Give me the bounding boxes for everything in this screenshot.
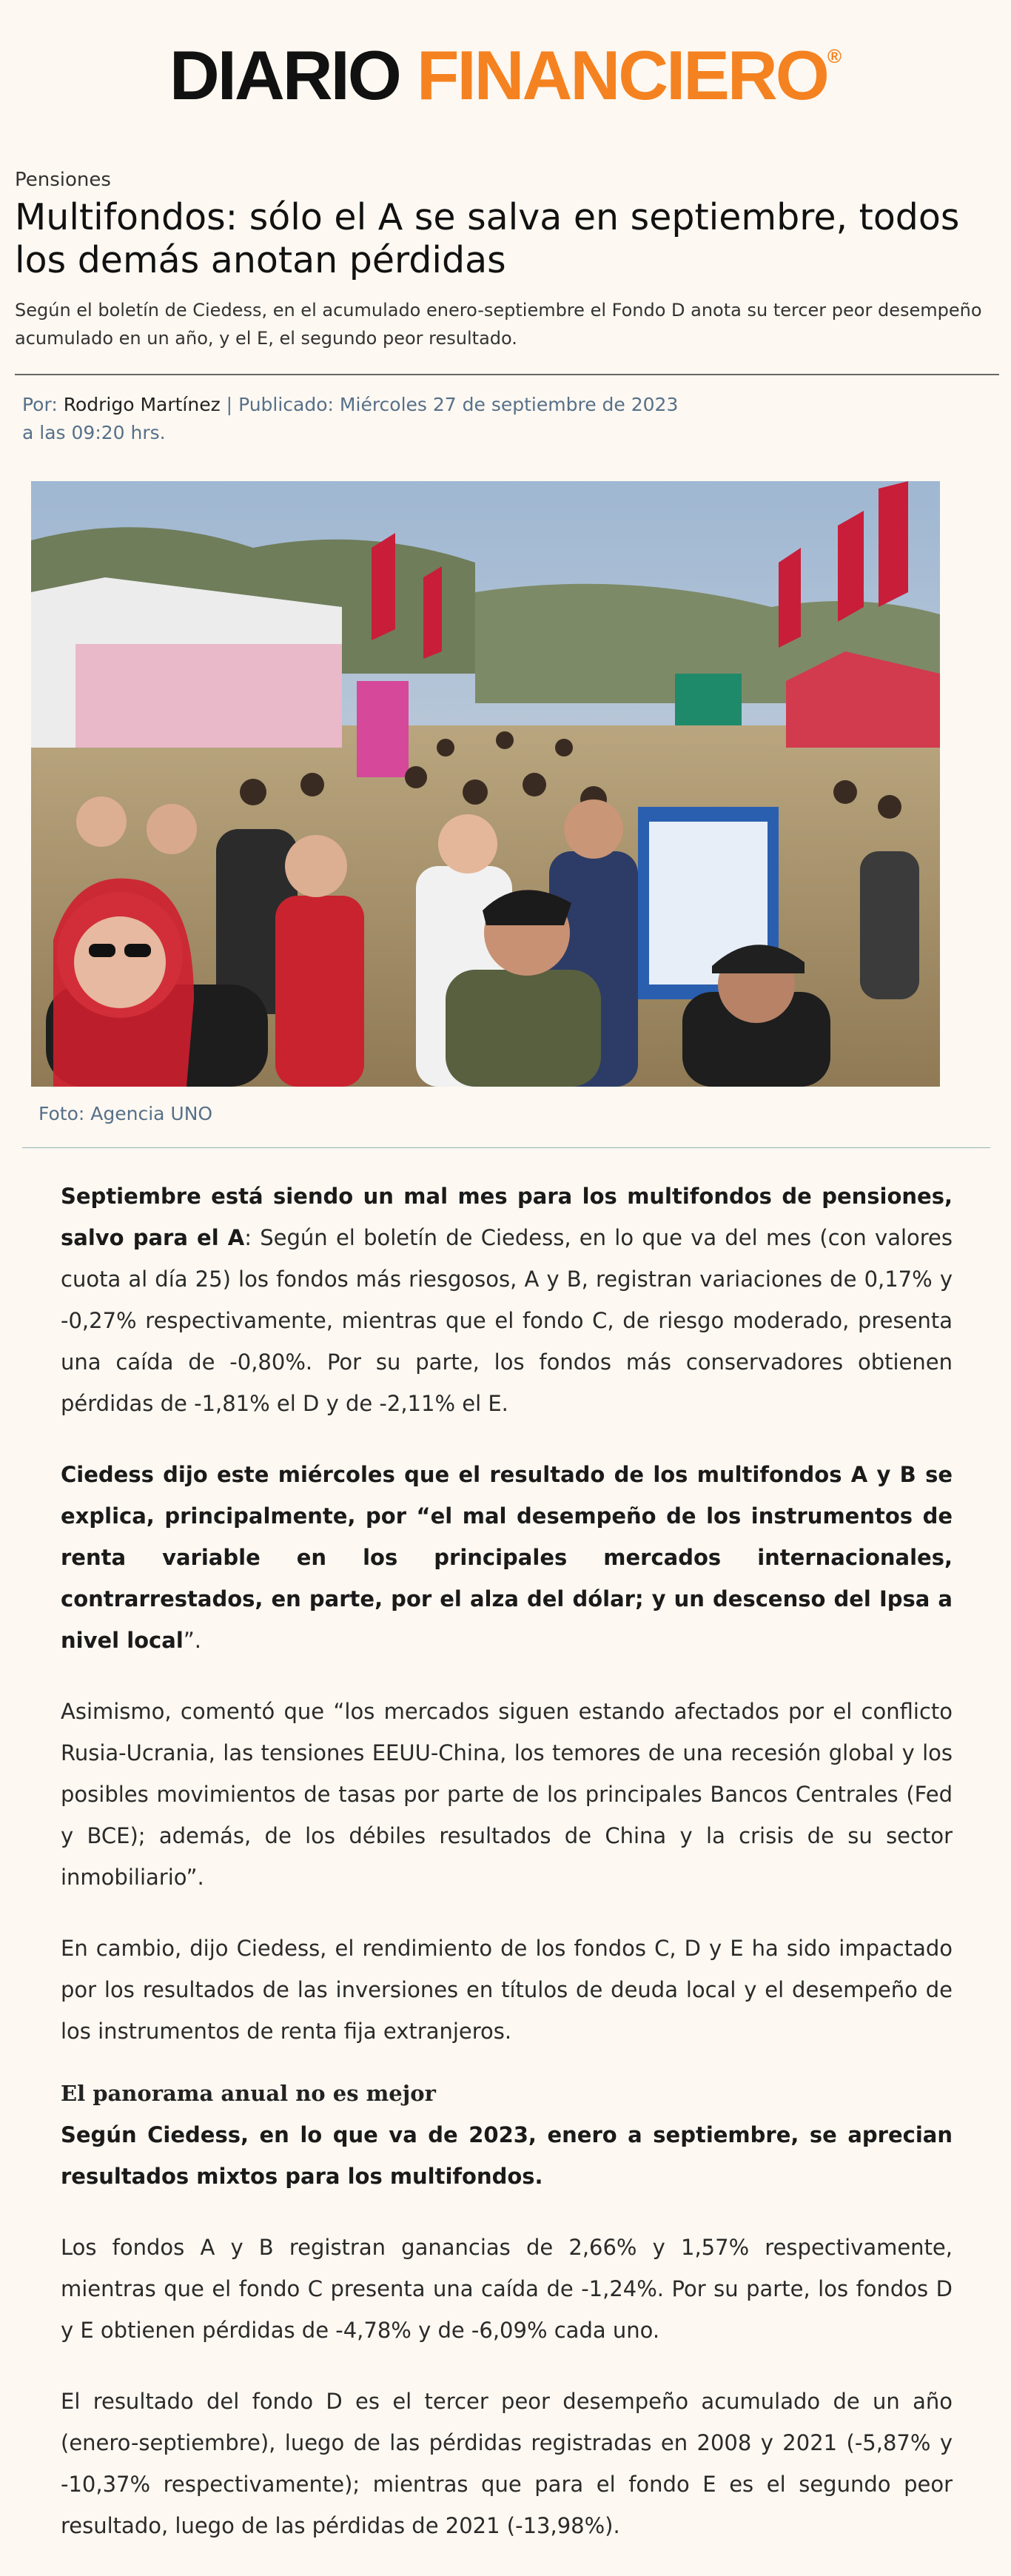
article-photo	[31, 481, 940, 1087]
paragraph-1	[61, 1175, 953, 1424]
section-link[interactable]: Pensiones	[15, 169, 111, 191]
published-label: Publicado:	[238, 394, 334, 415]
paragraph-7: El resultado del fondo D es el tercer peor desempeño acumulado de un año (enero-septiembre), luego de las pérdidas registradas en 2008 y 2021 (-5,87% y -10,37% respectivamente); mientras que para el fondo E es el segundo peor resultado, luego de las pérdidas de 2021 (-13,98%).	[61, 2389, 953, 2538]
byline-by-label: Por:	[22, 394, 58, 415]
logo-registered-mark: ®	[827, 45, 842, 67]
article-subheading: El panorama anual no es mejor	[61, 2081, 436, 2106]
logo-word-financiero: FINANCIERO	[417, 36, 827, 114]
photo-caption: Foto: Agencia UNO	[38, 1103, 213, 1124]
paragraph-1-lead: Septiembre está siendo un mal mes para los multifondos de pensiones, salvo para el A	[61, 1184, 953, 1250]
published-date: Miércoles 27 de septiembre de 2023	[339, 394, 679, 415]
paragraph-1-text: : Según el boletín de Ciedess, en lo que va del mes (con valores cuota al día 25) los fondos más riesgosos, A y B, registran variaciones de 0,17% y -0,27% respectivamente, mientras que el fondo C, de riesgo moderado, presenta una caída de -0,80%. Por su parte, los fondos más conservadores obtienen pérdidas de -1,81% el D y de -2,11% el E.	[61, 1225, 953, 1416]
article-deck: Según el boletín de Ciedess, en el acumulado enero-septiembre el Fondo D anota su tercer peor desempeño acumulado en un año, y el E, el segundo peor resultado.	[15, 300, 982, 349]
paragraph-3: Asimismo, comentó que “los mercados siguen estando afectados por el conflicto Rusia-Ucrania, las tensiones EEUU-China, los temores de una recesión global y los posibles movimientos de tasas por parte de los principales Bancos Centrales (Fed y BCE); además, de los débiles resultados de China y la crisis de su sector inmobiliario”.	[61, 1699, 953, 1890]
paragraph-4: En cambio, dijo Ciedess, el rendimiento de los fondos C, D y E ha sido impactado por los resultados de las inversiones en títulos de deuda local y el desempeño de los instrumentos de renta fija extranjeros.	[61, 1936, 953, 2044]
article-title: Multifondos: sólo el A se salva en septiembre, todos los demás anotan pérdidas	[15, 196, 960, 281]
caption-divider	[22, 1147, 990, 1148]
paragraph-5-lead: Según Ciedess, en lo que va de 2023, enero a septiembre, se aprecian resultados mixtos para los multifondos.	[61, 2122, 953, 2189]
crowd-photo-illustration	[31, 481, 940, 1087]
masthead	[0, 36, 1011, 114]
header-divider	[15, 374, 999, 375]
article-body	[61, 1175, 953, 2576]
byline	[22, 391, 688, 447]
paragraph-2	[61, 1454, 953, 1661]
paragraph-2-text: ”.	[183, 1628, 202, 1653]
byline-separator: |	[226, 394, 233, 415]
logo-word-diario: DIARIO	[169, 36, 400, 114]
paragraph-6: Los fondos A y B registran ganancias de 2,66% y 1,57% respectivamente, mientras que el fondo C presenta una caída de -1,24%. Por su parte, los fondos D y E obtienen pérdidas de -4,78% y de -6,09% cada uno.	[61, 2235, 953, 2343]
paragraph-5	[61, 2114, 953, 2197]
site-logo[interactable]	[169, 36, 842, 114]
published-time: a las 09:20 hrs.	[22, 422, 166, 443]
author-link[interactable]: Rodrigo Martínez	[63, 394, 221, 415]
paragraph-2-lead: Ciedess dijo este miércoles que el resultado de los multifondos A y B se explica, principalmente, por “el mal desempeño de los instrumentos de renta variable en los principales mercados internacionales, contrarrestados, en parte, por el alza del dólar; y un descenso del Ipsa a nivel local	[61, 1462, 953, 1653]
